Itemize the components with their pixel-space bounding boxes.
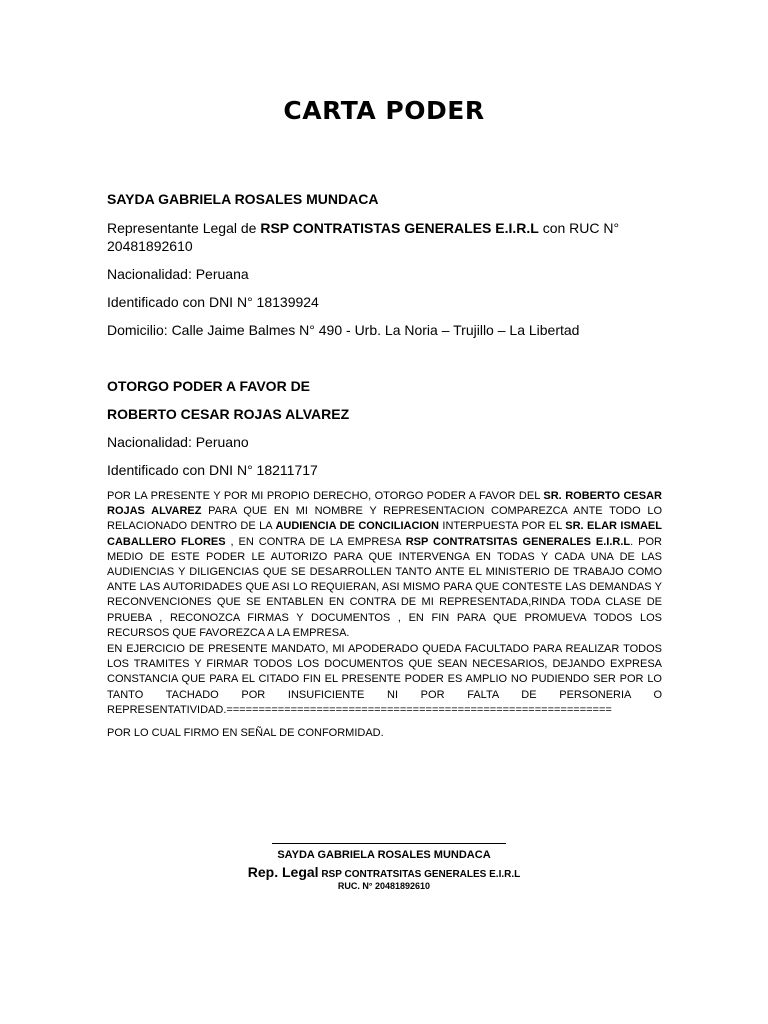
grantor-address: Domicilio: Calle Jaime Balmes N° 490 - Urb. La Noria – Trujillo – La Libertad (107, 322, 580, 338)
body-paragraph-2 (107, 642, 662, 718)
p1-company: RSP CONTRATSITAS GENERALES E.I.R.L (405, 535, 631, 548)
p1-text: INTERPUESTA POR EL (438, 520, 566, 533)
body-paragraph-3 (107, 726, 662, 741)
p2-text: EN EJERCICIO DE PRESENTE MANDATO, MI APODERADO QUEDA FACULTADO PARA REALIZAR TODOS LOS TRAMITES Y FIRMAR TODOS LOS DOCUMENTOS QUE SEAN NECESARIOS, DEJANDO EXPRESA CONSTANCIA QUE PARA EL CITADO FIN EL PRESENTE PODER ES AMPLIO NO PUDIENDO SER POR LO TANTO TACHADO POR INSUFICIENTE NI POR FALTA DE PERSONERIA O REPRESENTATIVIDAD.============================================================ (107, 643, 662, 716)
grantee-nationality: Nacionalidad: Peruano (107, 434, 249, 450)
p1-claimant: SR. ELAR ISMAEL CABALLERO FLORES (107, 520, 662, 548)
page-title: CARTA PODER (283, 96, 485, 125)
company-name: RSP CONTRATISTAS GENERALES E.I.R.L (260, 220, 539, 236)
p3-text: POR LO CUAL FIRMO EN SEÑAL DE CONFORMIDAD. (107, 727, 384, 739)
p1-text: PARA QUE EN MI NOMBRE Y REPRESENTACION COMPAREZCA ANTE TODO LO RELACIONADO DENTRO DE LA (107, 505, 662, 533)
p1-grantee: SR. ROBERTO CESAR ROJAS ALVAREZ (107, 490, 662, 518)
grantee-name: ROBERTO CESAR ROJAS ALVAREZ (107, 406, 350, 422)
p1-text: , EN CONTRA DE LA EMPRESA (225, 535, 406, 548)
p1-text: . POR MEDIO DE ESTE PODER LE AUTORIZO PARA QUE INTERVENGA EN TODAS Y CADA UNA DE LAS AUDIENCIAS Y DILIGENCIAS QUE SE DESARROLLEN TANTO ANTE EL MINISTERIO DE TRABAJO COMO ANTE LAS AUTORIDADES QUE ASI LO REQUIERAN, ASI MISMO PARA QUE CONTESTE LAS DEMANDAS Y RECONVENCIONES QUE SE ENTABLEN EN CONTRA DE MI REPRESENTADA,RINDA TODA CLASE DE PRUEBA , RECONOZCA FIRMAS Y DOCUMENTOS , EN FIN PARA QUE PROMUEVA TODOS LOS RECURSOS QUE FAVOREZCA A LA EMPRESA. (107, 535, 662, 639)
grantor-dni: Identificado con DNI N° 18139924 (107, 294, 319, 310)
p1-text: POR LA PRESENTE Y POR MI PROPIO DERECHO, OTORGO PODER A FAVOR DEL (107, 490, 544, 502)
grantor-nationality: Nacionalidad: Peruana (107, 266, 249, 282)
body-paragraph-1 (107, 489, 662, 641)
grantor-name: SAYDA GABRIELA ROSALES MUNDACA (107, 191, 379, 207)
signature-company: RSP CONTRATSITAS GENERALES E.I.R.L (318, 869, 521, 880)
signature-ruc: RUC. N° 20481892610 (337, 881, 431, 891)
grant-heading: OTORGO PODER A FAVOR DE (107, 378, 311, 394)
grantor-ruc: 20481892610 (107, 238, 193, 254)
grantor-representation (107, 219, 619, 237)
signature-name: SAYDA GABRIELA ROSALES MUNDACA (277, 849, 491, 861)
signature-role-line (0, 864, 768, 882)
grantee-dni: Identificado con DNI N° 18211717 (107, 462, 318, 478)
p1-hearing: AUDIENCIA DE CONCILIACION (275, 520, 439, 533)
signature-role: Rep. Legal (247, 864, 319, 880)
rep-prefix: Representante Legal de (107, 220, 261, 236)
signature-line (272, 843, 506, 844)
ruc-label: con RUC N° (538, 220, 620, 236)
